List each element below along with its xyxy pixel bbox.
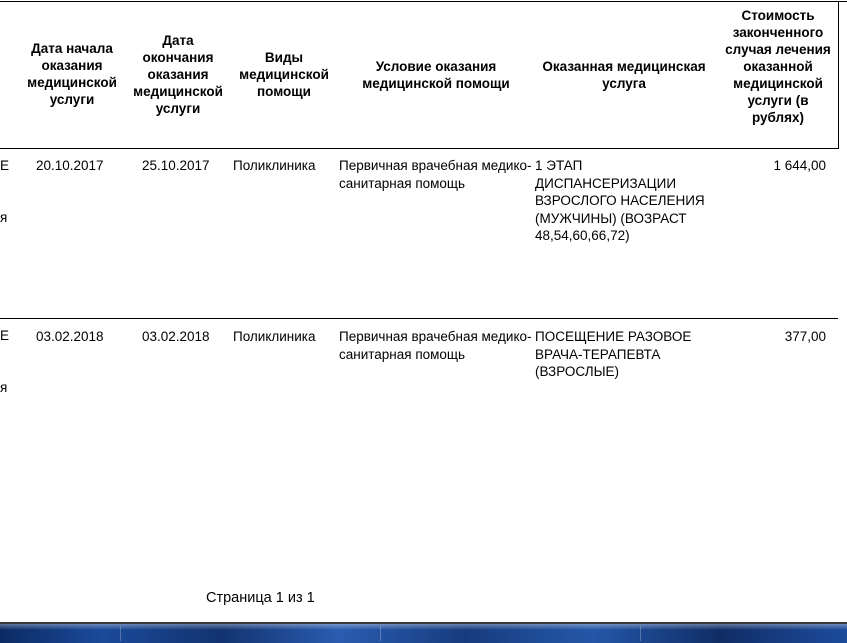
- row-left-fragment-top: Е: [0, 158, 10, 173]
- taskbar-separator: [640, 626, 641, 641]
- row-left-fragment-bottom: я: [0, 380, 8, 395]
- row-left-fragment-top: Е: [0, 328, 10, 343]
- cell-cost: 1 644,00: [773, 158, 826, 173]
- header-end-date: Дата окончания оказания медицинской услуги: [133, 33, 223, 116]
- header-condition: Условие оказания медицинской помощи: [362, 59, 510, 91]
- taskbar-separator: [120, 626, 121, 641]
- taskbar-shine: [0, 624, 847, 630]
- row-divider: [0, 318, 838, 319]
- cell-care-type: Поликлиника: [233, 158, 316, 173]
- header-service: Оказанная медицинская услуга: [542, 59, 706, 91]
- taskbar-separator: [380, 626, 381, 641]
- cell-start-date: 03.02.2018: [36, 329, 104, 344]
- cell-service: ПОСЕЩЕНИЕ РАЗОВОЕ ВРАЧА-ТЕРАПЕВТА (ВЗРОСЛЫЕ): [535, 329, 692, 379]
- header-care-type: Виды медицинской помощи: [239, 50, 329, 99]
- cell-start-date: 20.10.2017: [36, 158, 104, 173]
- header-bottom-border: [0, 148, 838, 149]
- row-left-fragment-bottom: я: [0, 210, 8, 225]
- cell-care-type: Поликлиника: [233, 329, 316, 344]
- cell-service: 1 ЭТАП ДИСПАНСЕРИЗАЦИИ ВЗРОСЛОГО НАСЕЛЕНИЯ (МУЖЧИНЫ) (ВОЗРАСТ 48,54,60,66,72): [535, 158, 705, 243]
- taskbar: [0, 622, 847, 643]
- header-start-date: Дата начала оказания медицинской услуги: [27, 41, 117, 107]
- cell-condition: Первичная врачебная медико-санитарная помощь: [339, 329, 532, 362]
- header-cost: Стоимость законченного случая лечения оказанной медицинской услуги (в рублях): [725, 8, 831, 125]
- cell-end-date: 25.10.2017: [142, 158, 210, 173]
- cell-cost: 377,00: [784, 329, 826, 344]
- cell-end-date: 03.02.2018: [142, 329, 210, 344]
- cell-condition: Первичная врачебная медико-санитарная помощь: [339, 158, 532, 191]
- page-number: Страница 1 из 1: [206, 590, 315, 606]
- table-right-border: [838, 1, 839, 149]
- table-top-border: [0, 1, 847, 2]
